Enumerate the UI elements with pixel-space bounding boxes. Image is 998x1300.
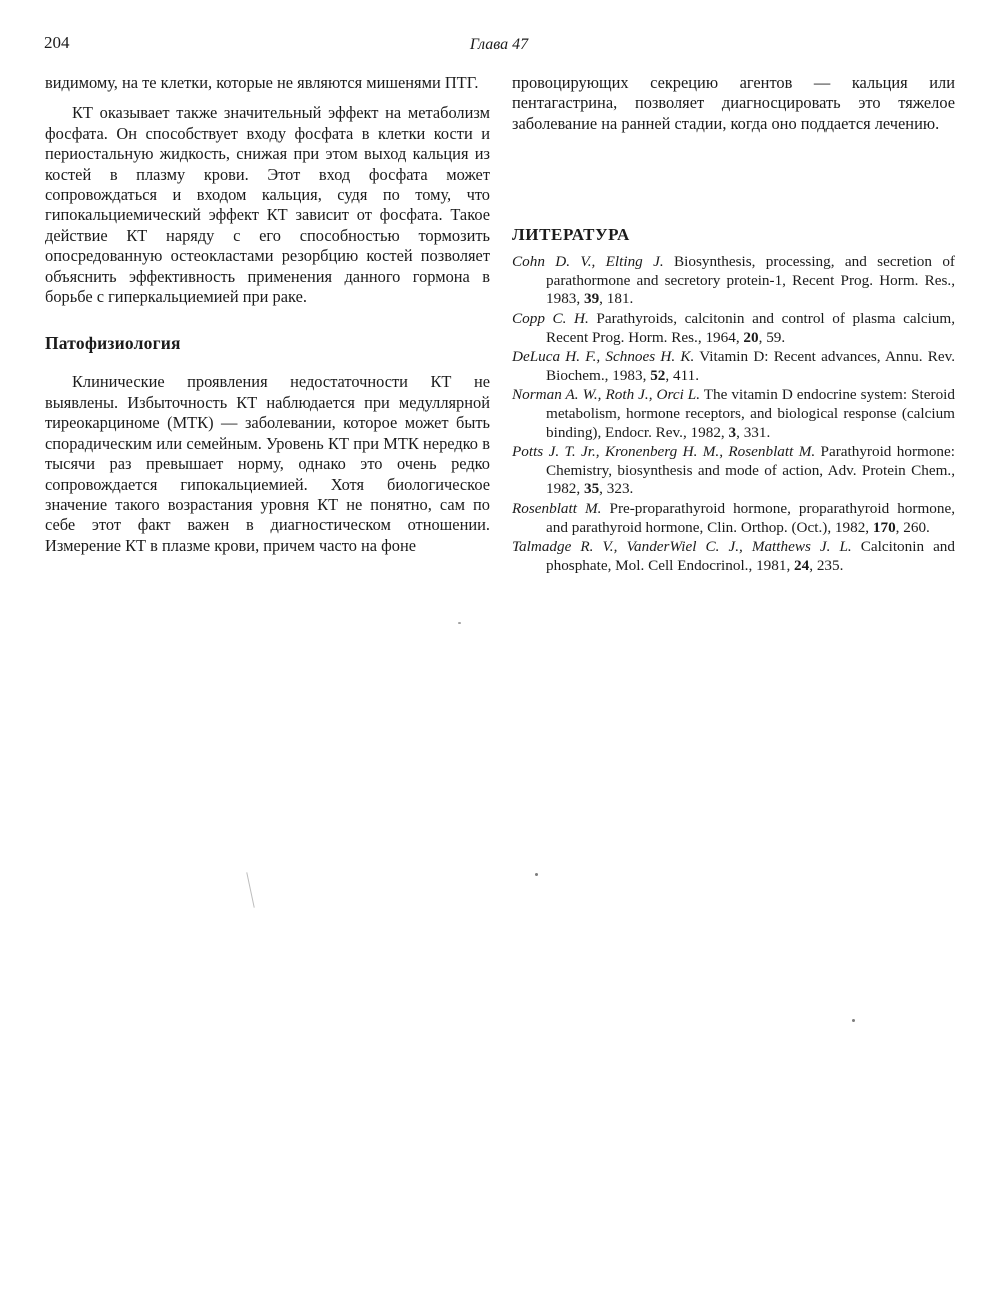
left-column <box>45 73 490 556</box>
reference-pages: , 323. <box>599 480 634 498</box>
reference-volume: 3 <box>728 423 737 441</box>
scan-speck <box>535 873 538 876</box>
reference-authors: Norman A. W., Roth J., Orci L. <box>512 386 701 404</box>
reference-volume: 170 <box>872 518 896 536</box>
reference-authors: Talmadge R. V., VanderWiel C. J., Matthews J. L. <box>512 538 852 556</box>
paragraph-continuation: видимому, на те клетки, которые не являются мишенями ПТГ. <box>45 73 479 92</box>
reference-item <box>512 538 955 575</box>
paragraph-diagnosis: провоцирующих секрецию агентов — кальция или пентагастрина, позволяет диагносцировать это тяжелое заболевание на ранней стадии, когда оно поддается лечению. <box>512 73 955 133</box>
reference-volume: 39 <box>583 290 600 308</box>
reference-item <box>512 500 955 537</box>
reference-pages: , 181. <box>599 290 634 308</box>
reference-authors: Rosenblatt M. <box>512 499 602 517</box>
reference-volume: 35 <box>583 480 600 498</box>
page-number: 204 <box>44 33 70 52</box>
reference-text: Parathyroids, calcitonin and control of plasma calcium, Recent Prog. Horm. Res., 1964, <box>546 310 956 346</box>
reference-item <box>512 348 955 385</box>
reference-item <box>512 253 955 309</box>
reference-text: Pre-proparathyroid hormone, proparathyroid hormone, and parathyroid hormone, Clin. Orthop. (Oct.), 1982, <box>546 499 955 536</box>
scan-scratch <box>246 872 254 907</box>
reference-text: Biosynthesis, processing, and secretion of parathormone and secretory protein-1, Recent Prog. Horm. Res., 1983, <box>546 253 955 308</box>
reference-authors: Cohn D. V., Elting J. <box>512 253 664 271</box>
references-heading: ЛИТЕРАТУРА <box>512 225 630 245</box>
paragraph-pathophysiology: Клинические проявления недостаточности КТ не выявлены. Избыточность КТ наблюдается при медуллярной тиреокарциноме (МТК) — заболевании, которое может быть спорадическим или семейным. Уровень КТ при МТК нередко в тысячи раз превышает норму, однако это очень редко сопровождается гипокальциемией. Хотя биологическое значение такого возрастания уровня КТ не понятно, сам по себе этот факт важен в диагностическом отношении. Измерение КТ в плазме крови, причем часто на фоне <box>45 372 490 555</box>
reference-volume: 52 <box>650 366 666 384</box>
reference-pages: , 411. <box>665 366 699 384</box>
right-column <box>512 73 955 576</box>
reference-item <box>512 443 955 499</box>
reference-text: Calcitonin and phosphate, Mol. Cell Endocrinol., 1981, <box>546 538 955 574</box>
reference-text: Parathyroid hormone: Chemistry, biosynthesis and mode of action, Adv. Protein Chem., 1982, <box>546 443 955 498</box>
reference-pages: , 260. <box>895 518 930 536</box>
reference-text: Vitamin D: Recent advances, Annu. Rev. Biochem., 1983, <box>546 348 955 384</box>
reference-authors: Potts J. T. Jr., Kronenberg H. M., Rosenblatt M. <box>512 443 816 461</box>
running-head: Глава 47 <box>469 36 529 53</box>
reference-pages: , 59. <box>758 328 786 346</box>
reference-pages: , 235. <box>809 556 844 574</box>
reference-pages: , 331. <box>736 423 771 441</box>
scan-speck <box>458 622 461 624</box>
reference-item <box>512 386 955 442</box>
reference-authors: DeLuca H. F., Schnoes H. K. <box>512 348 695 366</box>
reference-list <box>512 253 955 575</box>
paragraph-phosphate-effect: КТ оказывает также значительный эффект на метаболизм фосфата. Он способствует входу фосфата в клетки кости и периостальную жидкость, снижая при этом выход кальция из костей в плазму крови. Этот вход фосфата может сопровождаться и входом кальция, судя по тому, что гипокальциемический эффект КТ зависит от фосфата. Такое действие КТ наряду с его способностью тормозить опосредованную остеокластами резорбцию костей позволяет объяснить эффективность применения данного гормона в борьбе с гиперкальциемией при раке. <box>45 103 490 307</box>
reference-text: The vitamin D endocrine system: Steroid metabolism, hormone receptors, and biological response (calcium binding), Endocr. Rev., 1982, <box>546 386 955 441</box>
reference-volume: 20 <box>743 328 759 346</box>
section-heading-pathophysiology: Патофизиология <box>45 333 181 354</box>
reference-volume: 24 <box>794 556 810 574</box>
page-header <box>0 0 998 70</box>
scan-speck <box>852 1019 855 1022</box>
reference-authors: Copp C. H. <box>512 310 589 327</box>
reference-item <box>512 310 955 347</box>
